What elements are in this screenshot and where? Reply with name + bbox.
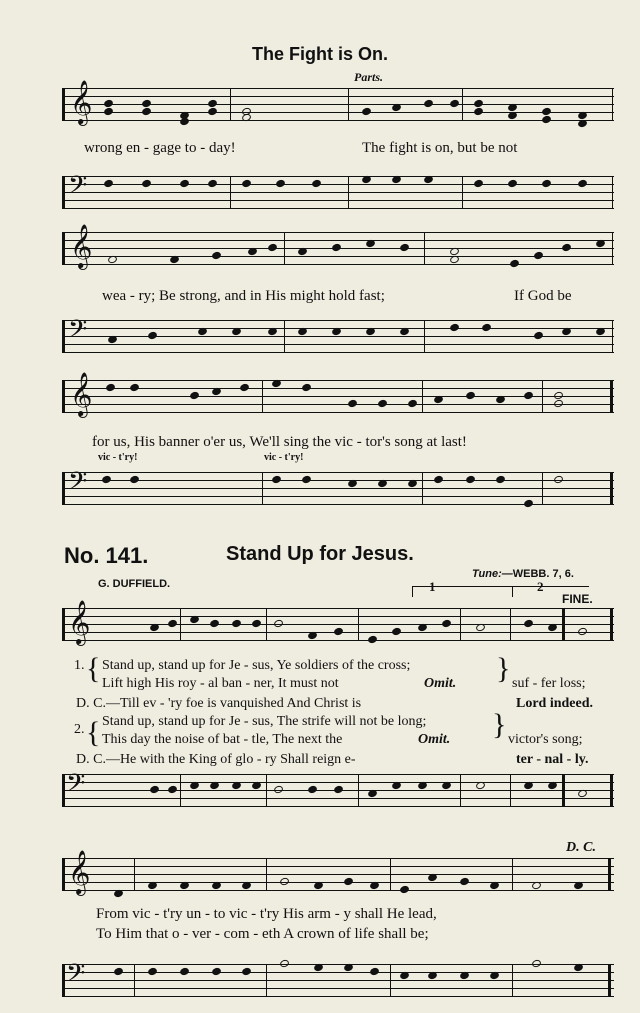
- bass-echo-lyric: vic - t'ry!: [264, 452, 304, 463]
- omit-mark: Omit.: [424, 676, 457, 691]
- bass-clef-icon: 𝄢: [66, 770, 86, 803]
- treble-clef-icon: 𝄞: [70, 82, 93, 124]
- bass-staff: [62, 316, 614, 353]
- verse-line: Stand up, stand up for Je - sus, The strife will not be long;: [102, 714, 427, 729]
- dc-line: D. C.—Till ev - 'ry foe is vanquished And Christ is: [76, 696, 362, 711]
- brace-icon: {: [86, 652, 101, 685]
- lyric-line: The fight is on, but be not: [362, 140, 518, 156]
- verse-line: This day the noise of bat - tle, The next the: [102, 732, 343, 747]
- dc-line: D. C.—He with the King of glo - ry Shall reign e-: [76, 752, 356, 767]
- music-system-2: [62, 226, 614, 362]
- treble-staff: [62, 226, 614, 268]
- treble-staff: [62, 602, 614, 644]
- lyric-line: If God be: [514, 288, 572, 304]
- verse-line: Lift high His roy - al ban - ner, It must not: [102, 676, 339, 691]
- hymn-number: No. 141.: [64, 543, 149, 568]
- brace-icon: }: [492, 708, 507, 741]
- volta-1: 1: [412, 586, 529, 597]
- lyric-line: for us, His banner o'er us, We'll sing the vic - tor's song at last!: [92, 434, 467, 450]
- bass-clef-icon: 𝄢: [68, 172, 88, 205]
- dc-ending: Lord indeed.: [516, 696, 594, 711]
- lyric-line: wrong en - gage to - day!: [84, 140, 236, 156]
- bass-staff: [62, 172, 614, 209]
- parts-label: Parts.: [354, 70, 384, 84]
- music-system-1: [62, 82, 614, 208]
- fine-mark: FINE.: [562, 592, 593, 606]
- bass-clef-icon: 𝄢: [66, 960, 86, 993]
- volta-2: 2: [512, 586, 589, 597]
- omit-mark: Omit.: [418, 732, 451, 747]
- bass-staff: [62, 770, 614, 807]
- author: G. DUFFIELD.: [98, 578, 171, 590]
- treble-staff: [62, 82, 614, 124]
- dc-mark: D. C.: [566, 840, 596, 855]
- lyric-line: To Him that o - ver - com - eth A crown of life shall be;: [96, 926, 429, 942]
- verse-ending: suf - fer loss;: [512, 676, 586, 691]
- hymn-title: Stand Up for Jesus.: [226, 543, 414, 565]
- brace-icon: {: [86, 716, 101, 749]
- music-system-3: [62, 374, 614, 510]
- bass-staff: [62, 468, 614, 505]
- bass-clef-icon: 𝄢: [68, 468, 88, 501]
- brace-icon: }: [496, 652, 511, 685]
- dc-ending: ter - nal - ly.: [516, 752, 589, 767]
- music-system-5: [62, 852, 614, 1008]
- tune-name: Tune:—WEBB. 7, 6.: [472, 568, 574, 580]
- treble-clef-icon: 𝄞: [70, 226, 93, 268]
- verse-ending: victor's song;: [508, 732, 583, 747]
- lyric-line: From vic - t'ry un - to vic - t'ry His arm - y shall He lead,: [96, 906, 437, 922]
- bass-echo-lyric: vic - t'ry!: [98, 452, 138, 463]
- verse-line: Stand up, stand up for Je - sus, Ye soldiers of the cross;: [102, 658, 411, 673]
- treble-staff: [62, 852, 614, 894]
- music-system-4: [62, 602, 614, 828]
- bass-clef-icon: 𝄢: [68, 316, 88, 349]
- verse-number: 1.: [74, 658, 85, 673]
- treble-staff: [62, 374, 614, 416]
- bass-staff: [62, 960, 614, 997]
- lyric-line: wea - ry; Be strong, and in His might hold fast;: [102, 288, 385, 304]
- hymn-title: The Fight is On.: [252, 44, 388, 64]
- treble-clef-icon: 𝄞: [70, 374, 93, 416]
- treble-clef-icon: 𝄞: [68, 852, 91, 894]
- verse-number: 2.: [74, 722, 85, 737]
- treble-clef-icon: 𝄞: [68, 602, 91, 644]
